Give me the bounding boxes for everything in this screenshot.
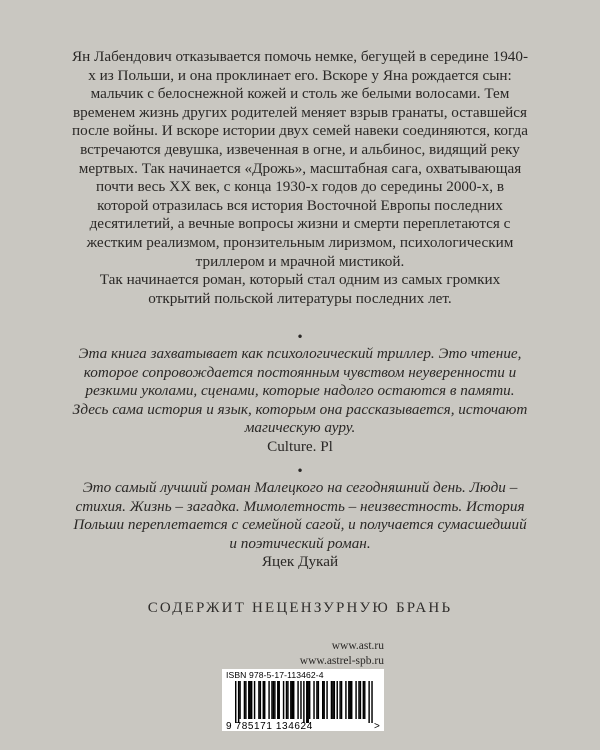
description-paragraph-2: Так начинается роман, который стал одним из самых громких открытий польской литературы последних лет. (99, 271, 501, 307)
barcode-bar (363, 681, 364, 719)
barcode-bar (303, 681, 304, 723)
barcode-bar (326, 681, 327, 719)
barcode-digits: 9 785171 134624 (226, 721, 313, 731)
barcode-bar (287, 681, 288, 719)
barcode-bar (277, 681, 278, 719)
description-paragraph-1: Ян Лабендович отказывается помочь немке, бегущей в середине 1940-х из Польши, и она проклинает его. Вскоре у Яна рождается сын: мальчик с белоснежной кожей и столь же белыми волосами. Тем временем жизнь других родителей меняет взрыв гранаты, оставшейся после войны. И вскоре истории двух семей навеки соединяются, когда встречаются девушка, извеченная в огне, и альбинос, видящий реку мертвых. Так начинается «Дрожь», масштабная сага, охватывающая почти весь XX век, с конца 1930-х годов до середины 2000-х, в которой отразилась вся история Восточной Европы последних десятилетий, а вечные вопросы жизни и смерти переплетаются с жестким реализмом, пронзительным лиризмом, психологическим триллером и мрачной мистикой. (71, 48, 529, 270)
review-attribution: Culture. Pl (267, 437, 333, 455)
barcode-bar (308, 681, 309, 723)
barcode-bar (309, 681, 310, 719)
separator-bullet: • (296, 464, 304, 478)
barcode-bar (300, 681, 301, 719)
barcode-bar (355, 681, 356, 719)
barcode-bar (271, 681, 272, 719)
barcode-bar (318, 681, 319, 719)
barcode-bar (339, 681, 340, 719)
barcode-bar (263, 681, 264, 719)
book-description (70, 48, 530, 308)
barcode-bar (235, 681, 236, 723)
barcode-bar (290, 681, 291, 719)
barcode-bar (348, 681, 349, 719)
isbn-label: ISBN 978-5-17-113462-4 (226, 670, 324, 680)
barcode-bar (322, 681, 323, 719)
barcode-bar (316, 681, 317, 719)
barcode-bar (323, 681, 324, 719)
barcode-bar (283, 681, 284, 719)
barcode-bar (360, 681, 361, 719)
barcode-bar (245, 681, 246, 719)
barcode-bar (274, 681, 275, 719)
barcode-bar (293, 681, 294, 719)
barcode-bar (286, 681, 287, 719)
website-link: www.ast.ru (331, 640, 384, 652)
review-quote-text: Эта книга захватывает как психологический триллер. Это чтение, которое сопровождается постоянным чувством неуверенности и резкими уколами, сценами, которые надолго остаются в памяти. Здесь сама история и язык, которым она рассказывается, источают магическую ауру. (72, 345, 528, 437)
barcode-bar (251, 681, 252, 719)
barcode-bar (250, 681, 251, 719)
barcode-bar (331, 681, 332, 719)
website-link: www.astrel-spb.ru (299, 654, 384, 667)
barcode-bar (345, 681, 346, 719)
barcode-bar (351, 681, 352, 719)
review-quote-1 (70, 345, 530, 457)
content-warning: СОДЕРЖИТ НЕЦЕНЗУРНУЮ БРАНЬ (147, 600, 453, 616)
barcode-bar (258, 681, 259, 719)
barcode-bar (244, 681, 245, 719)
barcode-bar (279, 681, 280, 719)
review-quote-text: Это самый лучший роман Малецкого на сегодняшний день. Люди – стихия. Жизнь – загадка. Мимолетность – неизвестность. История Польши переплетается с семейной сагой, и получается сумасшедший и поэтический роман. (73, 479, 527, 552)
barcode-bar (334, 681, 335, 719)
barcode-bar (239, 681, 240, 719)
barcode-bar (273, 681, 274, 719)
barcode-bar (260, 681, 261, 719)
barcode-arrow: > (374, 721, 380, 731)
barcode-bar (332, 681, 333, 719)
barcode-panel (222, 669, 384, 731)
barcode-bar (350, 681, 351, 719)
barcode-bar (368, 681, 369, 723)
barcode-bar (364, 681, 365, 719)
review-quote-2 (70, 479, 530, 572)
separator-bullet: • (296, 330, 304, 344)
barcode-bar (358, 681, 359, 719)
barcode-bar (254, 681, 255, 719)
barcode-bar (297, 681, 298, 719)
publisher-websites (224, 639, 384, 668)
barcode-bar (306, 681, 307, 723)
barcode-bar (337, 681, 338, 719)
barcode-bar (248, 681, 249, 719)
barcode-bar (264, 681, 265, 719)
barcode-bar (341, 681, 342, 719)
barcode-bar (292, 681, 293, 719)
barcode-bar (268, 681, 269, 719)
review-attribution: Яцек Дукай (261, 553, 339, 571)
barcode-bar (238, 681, 239, 723)
barcode-icon (222, 681, 384, 731)
barcode-bar (371, 681, 372, 723)
barcode-bar (313, 681, 314, 719)
